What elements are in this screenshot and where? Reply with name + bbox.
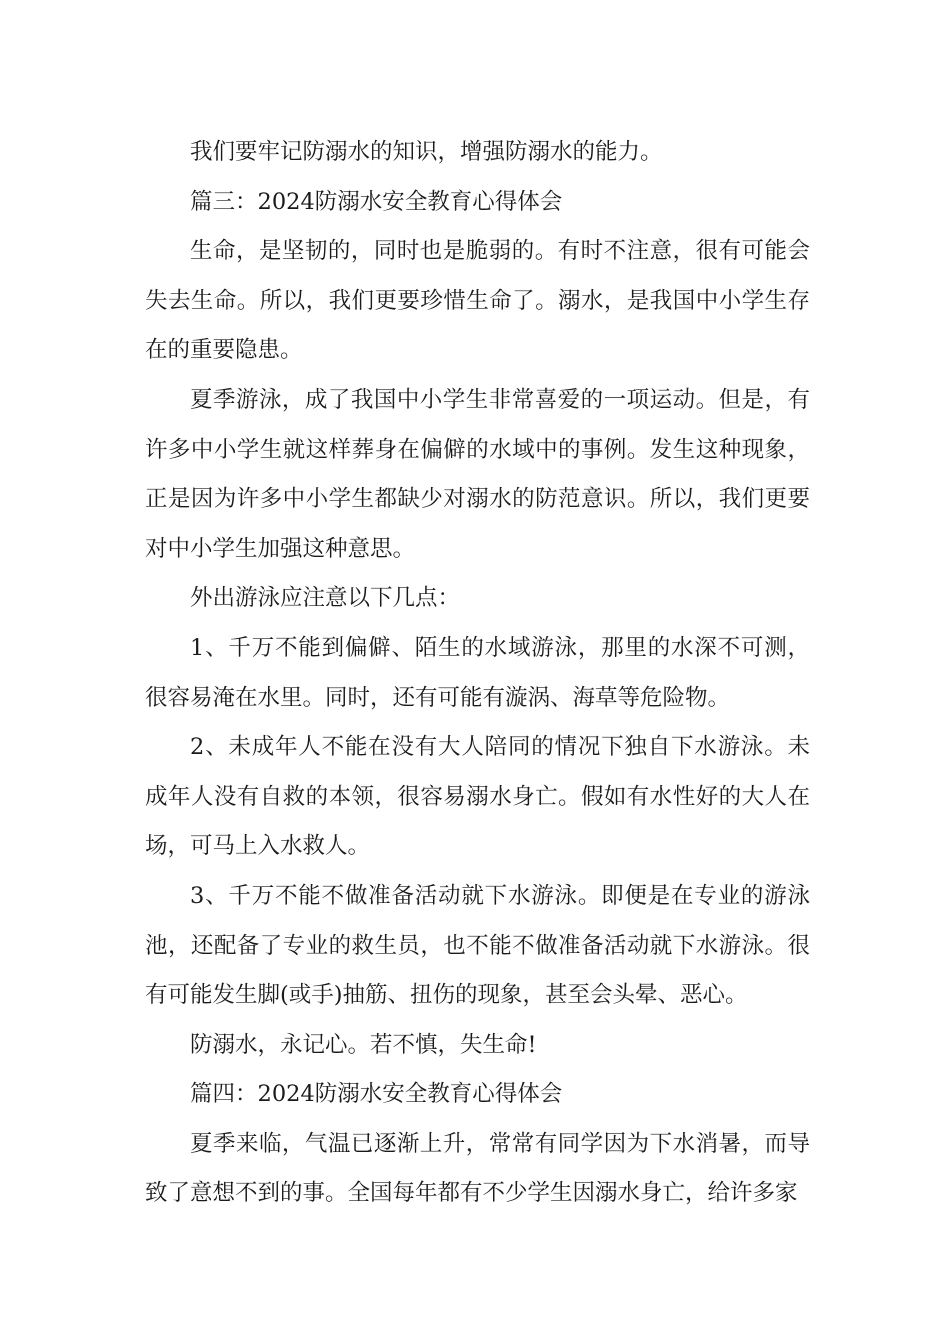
paragraph-slogan: 防溺水，永记心。若不慎，失生命! — [190, 1031, 537, 1058]
list-item-tip-1: 1、千万不能到偏僻、陌生的水域游泳，那里的水深不可测，很容易淹在水里。同时，还有可能有漩涡、海草等危险物。 — [145, 634, 810, 711]
section-heading-part-three: 篇三：2024防溺水安全教育心得体会 — [190, 188, 563, 215]
paragraph-closing-remark: 我们要牢记防溺水的知识，增强防溺水的能力。 — [190, 139, 663, 165]
list-item-tip-2: 2、未成年人不能在没有大人陪同的情况下独自下水游泳。未成年人没有自救的本领，很容易溺水身亡。假如有水性好的大人在场，可马上入水救人。 — [145, 734, 810, 860]
paragraph-summer-swimming: 夏季游泳，成了我国中小学生非常喜爱的一项运动。但是，有许多中小学生就这样葬身在偏僻的水域中的事例。发生这种现象，正是因为许多中小学生都缺少对溺水的防范意识。所以，我们更要对中小学生加强这种意思。 — [145, 386, 810, 562]
document-body — [145, 128, 810, 1219]
paragraph-life-fragile: 生命，是坚韧的，同时也是脆弱的。有时不注意，很有可能会失去生命。所以，我们更要珍惜生命了。溺水，是我国中小学生存在的重要隐患。 — [145, 238, 810, 364]
paragraph-tips-intro: 外出游泳应注意以下几点： — [190, 585, 461, 612]
list-item-tip-3: 3、千万不能不做准备活动就下水游泳。即便是在专业的游泳池，还配备了专业的救生员，也不能不做准备活动就下水游泳。很有可能发生脚(或手)抽筋、扭伤的现象，甚至会头晕、恶心。 — [145, 882, 810, 1009]
section-heading-part-four: 篇四：2024防溺水安全教育心得体会 — [190, 1081, 563, 1108]
paragraph-summer-arrival: 夏季来临，气温已逐渐上升，常常有同学因为下水消暑，而导致了意想不到的事。全国每年都有不少学生因溺水身亡，给许多家 — [145, 1130, 810, 1207]
